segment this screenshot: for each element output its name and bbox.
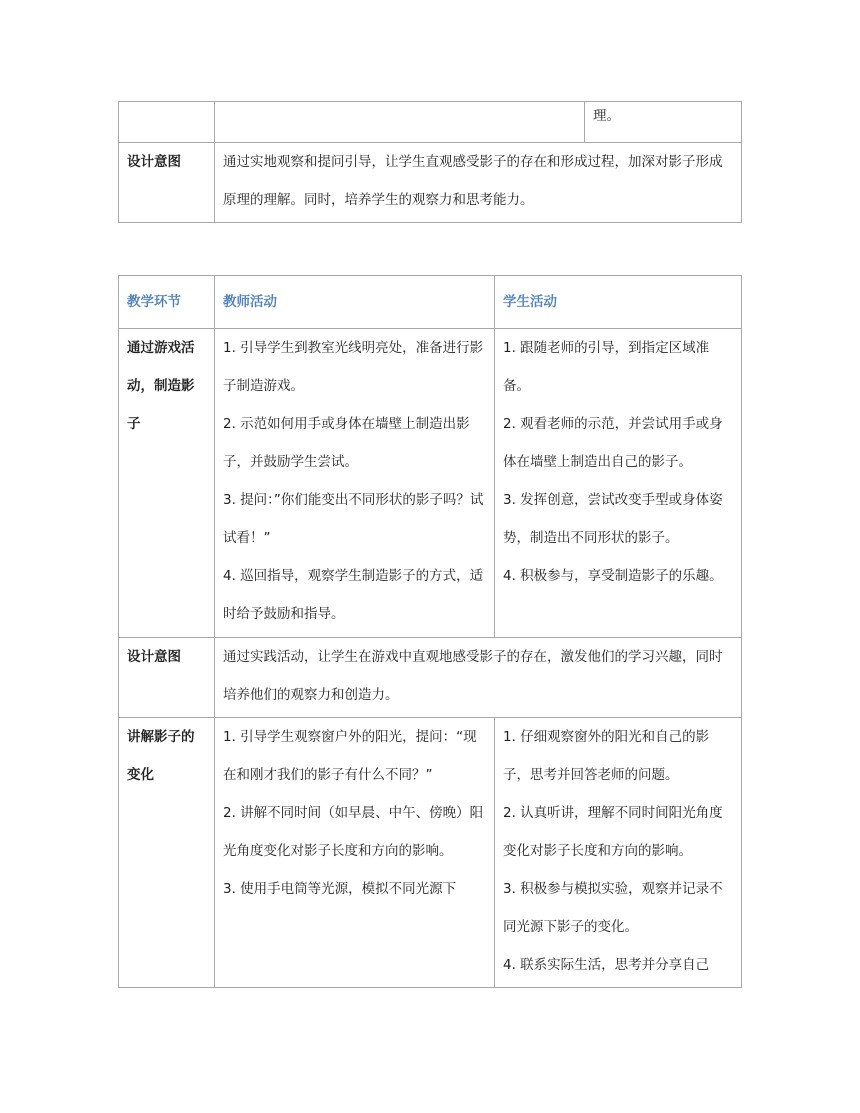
teacher-activity-cell [215, 718, 495, 988]
step-label: 通过游戏活动，制造影子 [119, 329, 215, 638]
list-item: 1. 仔细观察窗外的阳光和自己的影子，思考并回答老师的问题。 [503, 729, 710, 783]
list-item: 3. 使用手电筒等光源，模拟不同光源下 [223, 881, 457, 897]
table-cell [119, 102, 215, 143]
table-row [119, 102, 742, 143]
list-item: 1. 引导学生观察窗户外的阳光，提问：“现在和刚才我们的影子有什么不同？” [223, 729, 477, 783]
design-intent-text: 通过实地观察和提问引导，让学生直观感受影子的存在和形成过程，加深对影子形成原理的理解。同时，培养学生的观察力和思考能力。 [215, 143, 742, 223]
list-item: 2. 认真听讲，理解不同时间阳光角度变化对影子长度和方向的影响。 [503, 805, 723, 859]
design-intent-text: 通过实践活动，让学生在游戏中直观地感受影子的存在，激发他们的学习兴趣，同时培养他们的观察力和创造力。 [215, 638, 742, 718]
table-row [119, 143, 742, 223]
teacher-activity-cell [215, 329, 495, 638]
design-intent-label: 设计意图 [119, 143, 215, 223]
table-cell: 理。 [585, 102, 742, 143]
list-item: 3. 积极参与模拟实验，观察并记录不同光源下影子的变化。 [503, 881, 723, 935]
lesson-table-continued [118, 101, 742, 223]
list-item: 2. 讲解不同时间（如早晨、中午、傍晚）阳光角度变化对影子长度和方向的影响。 [223, 805, 484, 859]
table-row [119, 638, 742, 718]
table-cell [215, 102, 585, 143]
header-teacher-activity: 教师活动 [215, 276, 495, 329]
list-item: 4. 联系实际生活，思考并分享自己 [503, 957, 710, 973]
student-activity-cell [495, 329, 742, 638]
design-intent-label: 设计意图 [119, 638, 215, 718]
list-item: 2. 示范如何用手或身体在墙壁上制造出影子，并鼓励学生尝试。 [223, 416, 470, 470]
list-item: 3. 提问：”你们能变出不同形状的影子吗？试试看！” [223, 492, 484, 546]
table-header-row [119, 276, 742, 329]
lesson-table [118, 275, 742, 988]
header-teaching-step: 教学环节 [119, 276, 215, 329]
list-item: 4. 积极参与，享受制造影子的乐趣。 [503, 568, 723, 584]
step-label: 讲解影子的变化 [119, 718, 215, 988]
list-item: 3. 发挥创意，尝试改变手型或身体姿势，制造出不同形状的影子。 [503, 492, 723, 546]
header-student-activity: 学生活动 [495, 276, 742, 329]
table-row [119, 329, 742, 638]
table-row [119, 718, 742, 988]
list-item: 2. 观看老师的示范，并尝试用手或身体在墙壁上制造出自己的影子。 [503, 416, 723, 470]
list-item: 4. 巡回指导，观察学生制造影子的方式，适时给予鼓励和指导。 [223, 568, 484, 622]
list-item: 1. 跟随老师的引导，到指定区域准备。 [503, 340, 710, 394]
student-activity-cell [495, 718, 742, 988]
list-item: 1. 引导学生到教室光线明亮处，准备进行影子制造游戏。 [223, 340, 484, 394]
